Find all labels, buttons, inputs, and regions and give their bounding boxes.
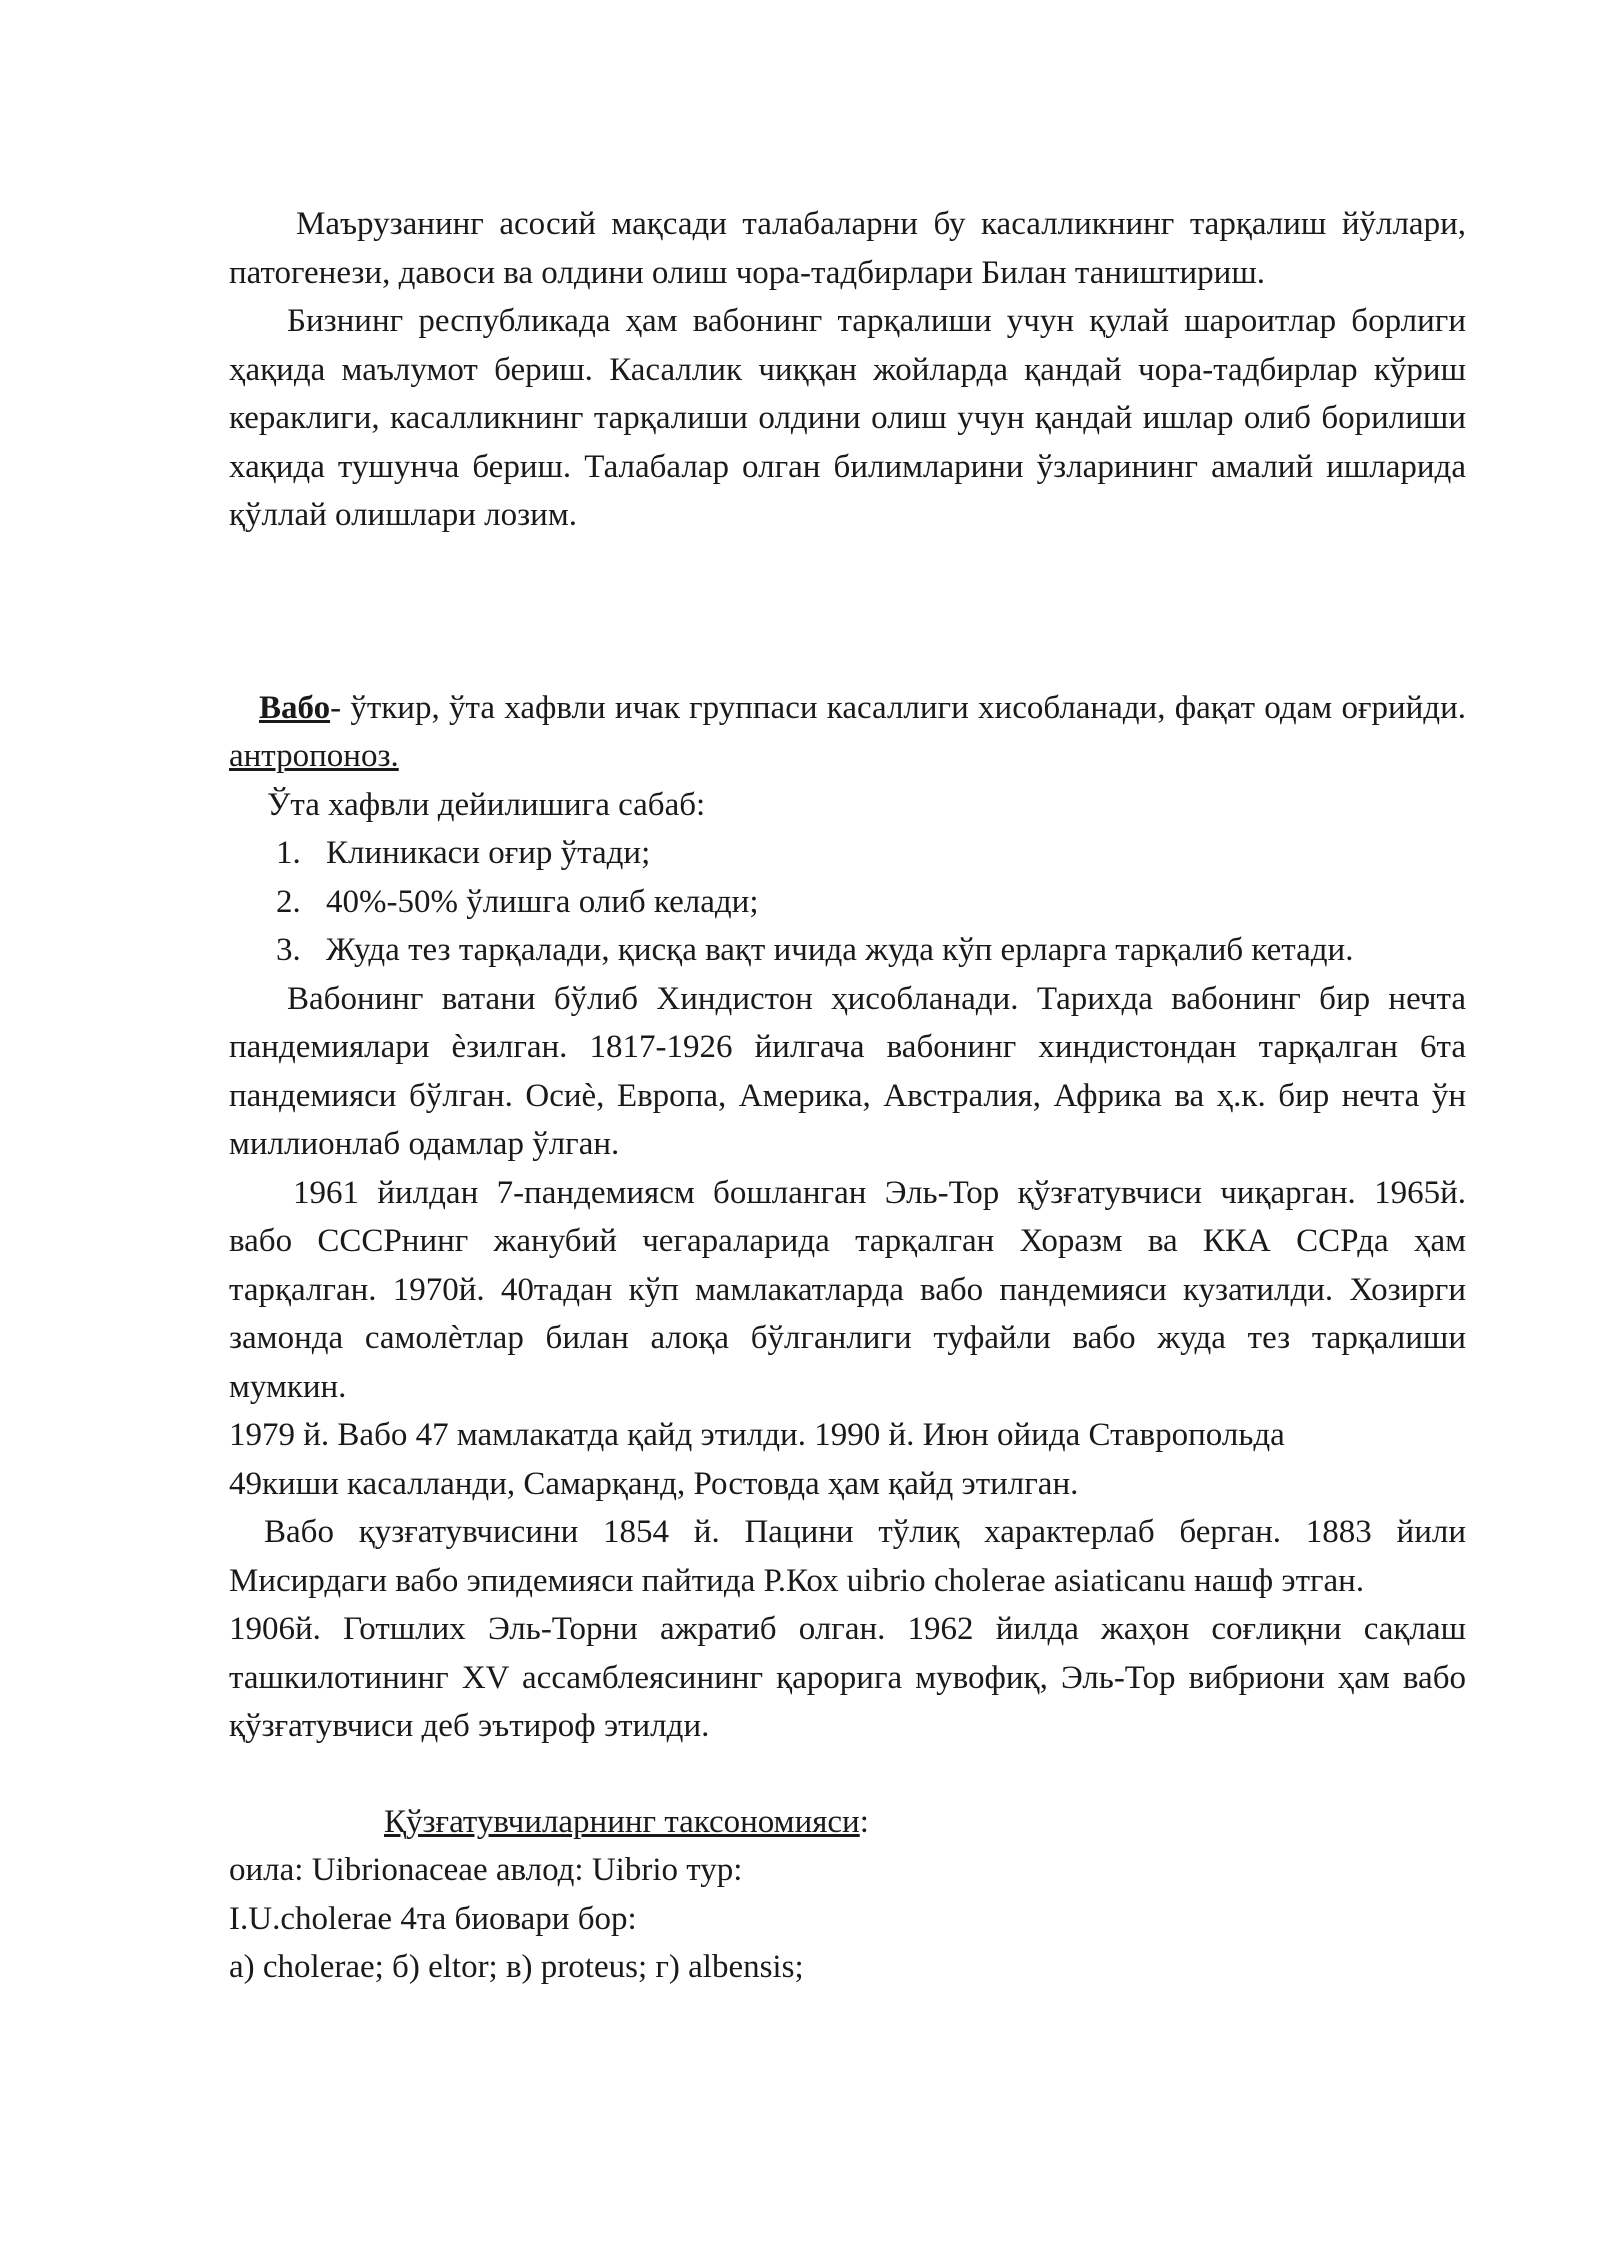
list-item-number: 2.: [276, 883, 301, 920]
history-paragraph-el-tor: 1906й. Готшлих Эль-Торни ажратиб олган. 1962 йилда жаҳон соғлиқни сақлаш ташкилотининг XV ассамблеясининг қарорига мувофиқ, Эль-Тор вибриони ҳам вабо қўзғатувчиси деб эътироф этилди.: [229, 1611, 1466, 1744]
taxonomy-line-biovars: а) cholerae; б) eltor; в) proteus; г) albensis;: [229, 1949, 804, 1985]
reasons-list: [229, 829, 1466, 975]
definition-text: - ўткир, ўта хафвли ичак группаси касаллиги хисобланади, фақат одам оғрийди.: [330, 689, 1466, 726]
intro-paragraph-purpose: Маърузанинг асосий мақсади талабаларни бу касалликнинг тарқалиш йўллари, патогенези, давоси ва олдини олиш чора-тадбирлари Билан таништириш.: [229, 206, 1466, 291]
document-page: [229, 200, 1466, 1992]
taxonomy-line-family: оила: Uibrionaceae авлод: Uibrio тур:: [229, 1852, 743, 1888]
definition-term: Вабо: [259, 689, 331, 726]
list-item: [229, 926, 1466, 975]
taxonomy-heading-colon: :: [859, 1803, 869, 1840]
list-item: [229, 829, 1466, 878]
intro-paragraph-info: Бизнинг республикада ҳам вабонинг тарқалиши учун қулай шароитлар борлиги ҳақида маълумот бериш. Касаллик чиққан жойларда қандай чора-тадбирлар кўриш кераклиги, касалликнинг тарқалиши олдини олиш учун қандай ишлар олиб борилиши хақида тушунча бериш. Талабалар олган билимларини ўзларининг амалий ишларида қўллай олишлари лозим.: [229, 303, 1466, 533]
history-paragraph-origin: Вабонинг ватани бўлиб Хиндистон ҳисобланади. Тарихда вабонинг бир нечта пандемиялари ѐзилган. 1817-1926 йилгача вабонинг хиндистондан тарқалган 6та пандемияси бўлган. Осиѐ, Европа, Америка, Австралия, Африка ва ҳ.к. бир нечта ўн миллионлаб одамлар ўлган.: [229, 980, 1466, 1162]
taxonomy-line-species: I.U.cholerae 4та биовари бор:: [229, 1900, 637, 1937]
list-item-text: Жуда тез тарқалади, қисқа вақт ичида жуда кўп ерларга тарқалиб кетади.: [326, 932, 1354, 968]
reasons-heading: Ўта хафвли дейилишига сабаб:: [267, 786, 706, 823]
list-item: [229, 878, 1466, 927]
list-item-text: 40%-50% ўлишга олиб келади;: [326, 883, 759, 920]
list-item-number: 3.: [276, 932, 301, 968]
history-paragraph-discovery: Вабо қузғатувчисини 1854 й. Пацини тўлиқ характерлаб берган. 1883 йили Мисирдаги вабо эпидемияси пайтида Р.Кох uibrio cholerae asiaticanu нашф этган.: [229, 1514, 1466, 1599]
taxonomy-heading-text: Қўзғатувчиларнинг таксономияси: [384, 1803, 860, 1840]
history-paragraph-seventh-pandemic: 1961 йилдан 7-пандемиясм бошланган Эль-Тор қўзғатувчиси чиқарган. 1965й. вабо СССРнинг жанубий чегараларида тарқалган Хоразм ва ККА ССРда ҳам тарқалган. 1970й. 40тадан кўп мамлакатларда вабо пандемияси кузатилди. Хозирги замонда самолѐтлар билан алоқа бўлганлиги туфайли вабо жуда тез тарқалиши мумкин.: [229, 1174, 1466, 1405]
history-line-1979: 1979 й. Вабо 47 мамлакатда қайд этилди. 1990 й. Июн ойида Ставропольда: [229, 1417, 1285, 1453]
definition-link: антропоноз.: [229, 738, 399, 774]
list-item-text: Клиникаси оғир ўтади;: [326, 835, 651, 871]
list-item-number: 1.: [276, 835, 301, 871]
history-line-1990: 49киши касалланди, Самарқанд, Ростовда ҳам қайд этилган.: [229, 1465, 1079, 1502]
taxonomy-heading: [229, 1798, 1466, 1847]
definition-paragraph: [229, 684, 1466, 781]
